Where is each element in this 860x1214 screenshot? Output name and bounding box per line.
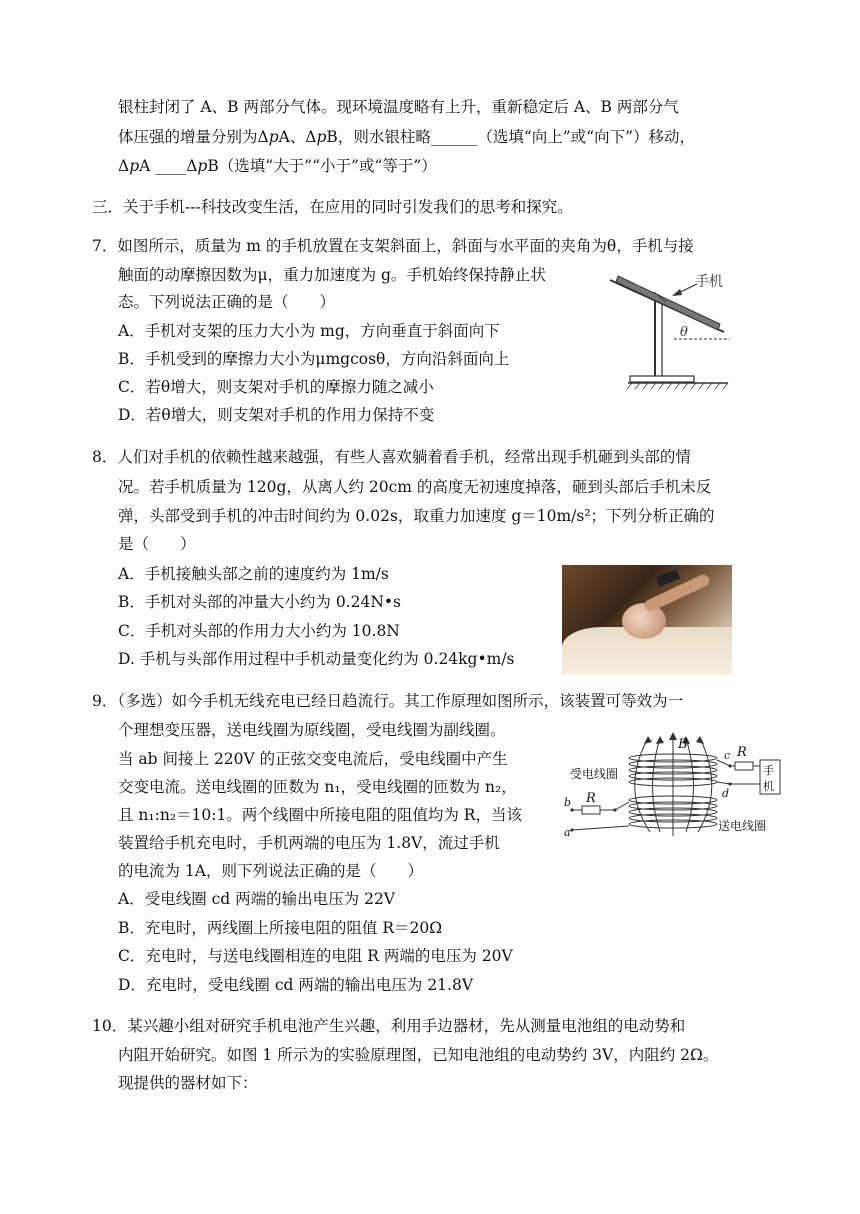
q9-figure-r-bottom-label: R — [586, 791, 596, 806]
q9-figure-b-label: B — [678, 737, 688, 752]
q8-option-a: A．手机接触头部之前的速度约为 1m/s — [118, 565, 389, 583]
q10-stem-line-2: 内阻开始研究。如图 1 所示为的实验原理图，已知电池组的电动势约 3V，内阻约 2Ω。 — [118, 1046, 719, 1064]
q7-figure-phone-label: 手机 — [695, 274, 723, 290]
q9-stem-line-4: 交变电流。送电线圈的匝数为 n₁，受电线圈的匝数为 n₂， — [118, 778, 517, 796]
q7-option-c: C．若θ增大，则支架对手机的摩擦力随之减小 — [118, 378, 434, 396]
q9-option-a: A．受电线圈 cd 两端的输出电压为 22V — [118, 890, 395, 908]
q9-option-d: D．充电时，受电线圈 cd 两端的输出电压为 21.8V — [118, 976, 474, 994]
q7-option-b: B．手机受到的摩擦力大小为μmgcosθ，方向沿斜面向上 — [118, 350, 510, 368]
q9-stem-line-3: 当 ab 间接上 220V 的正弦交变电流后，受电线圈中产生 — [118, 750, 508, 768]
q8-option-c: C．手机对头部的作用力大小约为 10.8N — [118, 622, 400, 640]
q6-line-3: Δ𝑝A ____Δ𝑝B（选填“大于”“小于”或“等于”） — [118, 157, 437, 175]
q9-figure-d-label: d — [722, 787, 730, 800]
q9-figure-phone-char-2: 机 — [763, 780, 774, 793]
q9-stem-line-5: 且 n₁:n₂＝10:1。两个线圈中所接电阻的阻值均为 R，当该 — [118, 806, 522, 824]
q9-figure-receiving-coil-label: 受电线圈 — [570, 767, 619, 781]
q9-figure-a-terminal-label: a — [564, 826, 571, 839]
section-3-heading: 三．关于手机---科技改变生活，在应用的同时引发我们的思考和探究。 — [92, 198, 573, 216]
q8-stem-line-1: 8．人们对手机的依赖性越来越强，有些人喜欢躺着看手机，经常出现手机砸到头部的情 — [92, 448, 691, 466]
q8-stem-line-4: 是（ ） — [118, 535, 196, 553]
q7-figure-theta-label: θ — [680, 325, 688, 340]
q8-option-d: D. 手机与头部作用过程中手机动量变化约为 0.24kg•m/s — [118, 650, 515, 668]
q9-stem-line-6: 装置给手机充电时，手机两端的电压为 1.8V，流过手机 — [118, 834, 500, 852]
q9-stem-line-1: 9．（多选）如今手机无线充电已经日趋流行。其工作原理如图所示，该装置可等效为一 — [92, 692, 684, 710]
q7-phone-stand-figure — [600, 262, 740, 392]
q7-option-a: A．手机对支架的压力大小为 mg，方向垂直于斜面向下 — [118, 322, 500, 340]
q9-option-b: B．充电时，两线圈上所接电阻的阻值 R＝20Ω — [118, 919, 443, 937]
q9-wireless-charging-figure — [560, 732, 785, 842]
q8-option-b: B．手机对头部的冲量大小约为 0.24N•s — [118, 593, 401, 611]
q9-figure-phone-char-1: 手 — [763, 764, 774, 777]
q9-stem-line-2: 个理想变压器，送电线圈为原线圈，受电线圈为副线圈。 — [118, 721, 506, 739]
q8-person-lying-with-phone-photo — [562, 565, 732, 675]
q9-stem-line-7: 的电流为 1A，则下列说法正确的是（ ） — [118, 862, 423, 880]
q6-line-1: 银柱封闭了 A、B 两部分气体。现环境温度略有上升，重新稳定后 A、B 两部分气 — [118, 98, 679, 116]
q7-stem-line-3: 态。下列说法正确的是（ ） — [118, 293, 336, 311]
q9-figure-r-top-label: R — [737, 745, 747, 760]
q8-stem-line-2: 况。若手机质量为 120g，从离人约 20cm 的高度无初速度掉落，砸到头部后手机未反 — [118, 478, 712, 496]
q9-figure-b-terminal-label: b — [564, 796, 572, 809]
q9-figure-c-label: c — [724, 749, 731, 762]
q7-stem-line-2: 触面的动摩擦因数为μ，重力加速度为 g。手机始终保持静止状 — [118, 266, 546, 284]
q6-line-2: 体压强的增量分别为Δ𝑝A、Δ𝑝B，则水银柱略______（选填“向上”或“向下”）移动， — [118, 128, 696, 146]
q10-stem-line-1: 10．某兴趣小组对研究手机电池产生兴趣，利用手边器材，先从测量电池组的电动势和 — [92, 1017, 686, 1035]
q10-stem-line-3: 现提供的器材如下： — [118, 1074, 258, 1092]
q9-figure-sending-coil-label: 送电线圈 — [718, 819, 767, 833]
q7-option-d: D．若θ增大，则支架对手机的作用力保持不变 — [118, 406, 435, 424]
q8-stem-line-3: 弹，头部受到手机的冲击时间约为 0.02s，取重力加速度 g＝10m/s²；下列分析正确的 — [118, 507, 715, 525]
q9-option-c: C．充电时，与送电线圈相连的电阻 R 两端的电压为 20V — [118, 947, 513, 965]
q7-stem-line-1: 7．如图所示，质量为 m 的手机放置在支架斜面上，斜面与水平面的夹角为θ，手机与接 — [92, 237, 694, 255]
